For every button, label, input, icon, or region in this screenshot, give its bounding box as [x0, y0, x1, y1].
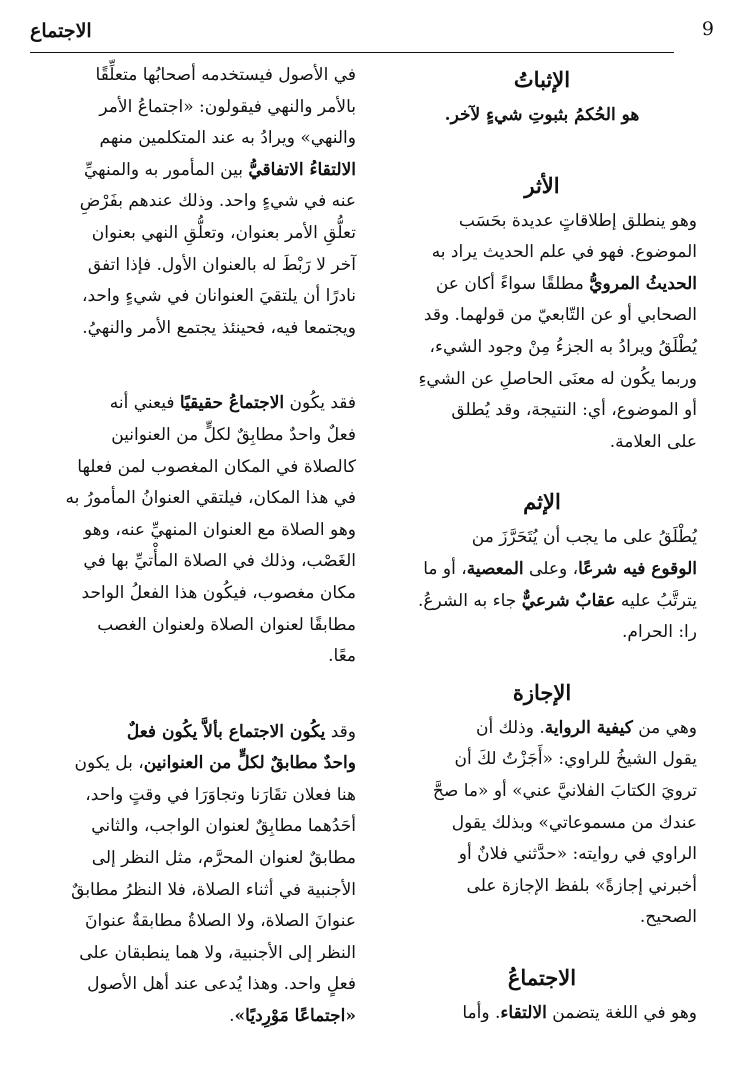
- para2-line: الغَصْب، وذلك في الصلاة المأْتيِّ بها في: [83, 551, 356, 572]
- ijaza-bold: كيفية الرواية: [544, 717, 633, 738]
- ithm-text: ، وعلى: [523, 558, 579, 579]
- para2-line: فعلٌ واحدٌ مطابِقٌ لكلٍّ من العنوانين: [111, 424, 356, 445]
- entry-title-athar: الأثر: [524, 172, 560, 198]
- ijaza-text: . وذلك أن: [476, 717, 545, 738]
- para3-line: [30, 717, 356, 749]
- para3-line: [30, 748, 356, 780]
- ithm-text: جاء به الشرعُ.: [417, 590, 522, 611]
- ijaza-line: الصحيح.: [639, 907, 697, 928]
- para3-bold-1: يكُون الاجتماع بألاَّ يكُون فعلٌ: [126, 721, 326, 742]
- ithm-bold-3: عقابٌ شرعيٌّ: [521, 590, 616, 611]
- para2-text: فيعني أنه: [109, 393, 180, 414]
- spacer: [30, 344, 356, 388]
- para3-line: أحَدُهما مطابِقٌ لعنوان الواجب، والثاني: [91, 816, 356, 837]
- para2-line: معًا.: [328, 646, 356, 667]
- ijtima-text: وهو في اللغة يتضمن: [546, 1002, 697, 1023]
- page-header: [30, 16, 714, 53]
- spacer: [387, 649, 697, 673]
- ithm-text: ، أو ما: [423, 558, 467, 579]
- ithm-text: يترتَّبُ عليه: [615, 590, 697, 611]
- spacer: [30, 673, 356, 717]
- athar-line-rest: مطلقًا سواءً أكان عن: [435, 273, 590, 294]
- para3-line: فعلٍ واحد. وهذا يُدعى عند أهل الأصول: [87, 974, 356, 995]
- athar-line: على العلامة.: [609, 431, 697, 452]
- para3-line: هنا فعلان تقَارَنا وتجاوَرَا في وقتٍ واحد،: [85, 784, 356, 805]
- athar-line: أو الموضوع، أي: النتيجة، وقد يُطلق: [451, 400, 697, 421]
- right-column: [387, 60, 697, 1029]
- para2-line: وهو الصلاة مع العنوان المنهيِّ عنه، وهو: [83, 519, 356, 540]
- para2-bold: الاجتماعُ حقيقيًا: [179, 393, 285, 414]
- entry-title-ijtima: الاجتماعُ: [507, 964, 577, 990]
- para2-line: [30, 388, 356, 420]
- spacer: [387, 934, 697, 958]
- para1-line: [30, 155, 356, 187]
- para3-line: النظر إلى الأجنبية، ولا هما ينطبقان على: [79, 942, 356, 963]
- para3-bold-2: واحدٌ مطابقٌ لكلٍّ من العنوانين: [143, 753, 356, 774]
- ithbat-definition: هو الحُكمُ بثبوتِ شيءٍ لآخر.: [444, 105, 640, 125]
- para1-line: ويجتمعا فيه، فحينئذ يجتمع الأمر والنهيُ.: [82, 317, 356, 338]
- ithm-bold-1: الوقوع فيه شرعًا: [578, 558, 697, 579]
- para1-line: عنه في شيءٍ واحد. وذلك عندهم بفَرْضِ: [79, 191, 356, 212]
- para1-line: في الأصول فيستخدمه أصحابُها متعلِّقًا: [95, 65, 356, 85]
- para3-text: وقد: [325, 721, 356, 742]
- athar-line: يُطْلَقُ ويرادُ به الجزءُ مِنْ وجود الشيء،: [429, 336, 697, 357]
- athar-bold-term: الحديثُ المرويُّ: [589, 273, 697, 294]
- para3-line: الأجنبية في أثناء الصلاة، فلا النظرُ مطابقٌ: [71, 879, 356, 900]
- athar-line: [387, 269, 697, 301]
- running-title: الاجتماع: [30, 20, 92, 42]
- ithm-crossref: را: الحرام.: [622, 622, 697, 643]
- page-number: 9: [701, 18, 714, 40]
- athar-line: وهو ينطلق إطلاقاتٍ عديدة بحَسَب: [458, 210, 697, 231]
- para3-line: مطابقٌ لعنوان المحرَّم، مثل النظر إلى: [91, 848, 356, 869]
- para3-bold-3: «اجتماعًا مَوْرِديًا»: [234, 1006, 356, 1027]
- para1-line: آخر لا رَبْطَ له بالعنوان الأول. فإذا اتفق: [87, 254, 356, 275]
- para1-text: بين المأمور به والمنهيِّ: [83, 159, 249, 180]
- para3-line: [30, 1001, 356, 1033]
- left-column: [30, 60, 356, 1033]
- para1-line: نادرًا أن يلتقيَ العنوانان في شيءٍ واحد،: [82, 286, 356, 307]
- ithm-bold-2: المعصية: [466, 558, 524, 579]
- ijaza-line: [387, 713, 697, 745]
- ijtima-bold: الالتقاء: [500, 1002, 547, 1023]
- ithm-line: يُطْلَقُ على ما يجب أن يُتَحَرَّزَ من: [471, 527, 697, 548]
- ijaza-text: وهي من: [632, 717, 697, 738]
- para1-line: بالأمر والنهي فيقولون: «اجتماعُ الأمر: [99, 96, 356, 117]
- spacer: [387, 132, 697, 166]
- athar-line: وربما يكُون له معنَى الحاصلِ عن الشيءِ: [418, 368, 697, 389]
- ijtima-text: . وأما: [462, 1002, 501, 1023]
- para2-line: مطابقًا لعنوان الصلاة ولعنوان الغصب: [97, 614, 356, 635]
- ithm-line: [387, 586, 697, 618]
- spacer: [387, 458, 697, 482]
- ithm-line: [387, 554, 697, 586]
- para3-text: ، بل يكون: [74, 753, 144, 774]
- entry-title-ithm: الإثم: [523, 489, 561, 515]
- entry-title-ijaza: الإجازة: [512, 679, 572, 705]
- para3-text: .: [229, 1006, 235, 1027]
- ijaza-line: يقول الشيخُ للراوي: «أَجَزْتُ لكَ أن: [454, 749, 697, 770]
- athar-line: الموضوع. فهو في علم الحديث يراد به: [431, 242, 697, 263]
- para2-line: في هذا المكان، فيلتقي العنوانُ المأمورُ به: [65, 488, 356, 509]
- para2-line: مكان مغصوب، فيكُون هذا الفعلُ الواحد: [81, 582, 356, 603]
- para1-bold: الالتقاءُ الاتفاقيُّ: [248, 159, 356, 180]
- para1-line: تعلُّقِ الأمر بعنوان، وتعلُّقِ النهي بعنوان: [91, 222, 356, 243]
- ijaza-line: الراوي في روايته: «حدَّثني فلانٌ أو: [458, 844, 697, 865]
- entry-title-ithbat: الإثباتُ: [513, 67, 571, 92]
- ijaza-line: ترويَ الكتابَ الفلانيَّ عني» أو «ما صحَّ: [432, 780, 697, 801]
- ijtima-line: [387, 998, 697, 1030]
- ijaza-line: عندك من مسموعاتي» وبذلك يقول: [451, 812, 697, 833]
- para2-line: كالصلاة في المكان المغصوب لمن فعلها: [77, 456, 356, 477]
- ijaza-line: أخبرني إجازةً» بلفظ الإجازة على: [466, 875, 697, 896]
- para1-line: والنهي» ويرادُ به عند المتكلمين منهم: [99, 128, 356, 149]
- para2-text: فقد يكُون: [284, 393, 356, 414]
- athar-line: الصحابي أو عن التّابعيّ من قولهما. وقد: [423, 305, 697, 326]
- para3-line: عنوانَ الصلاة، ولا الصلاةُ مطابقةٌ عنوانَ: [84, 911, 356, 932]
